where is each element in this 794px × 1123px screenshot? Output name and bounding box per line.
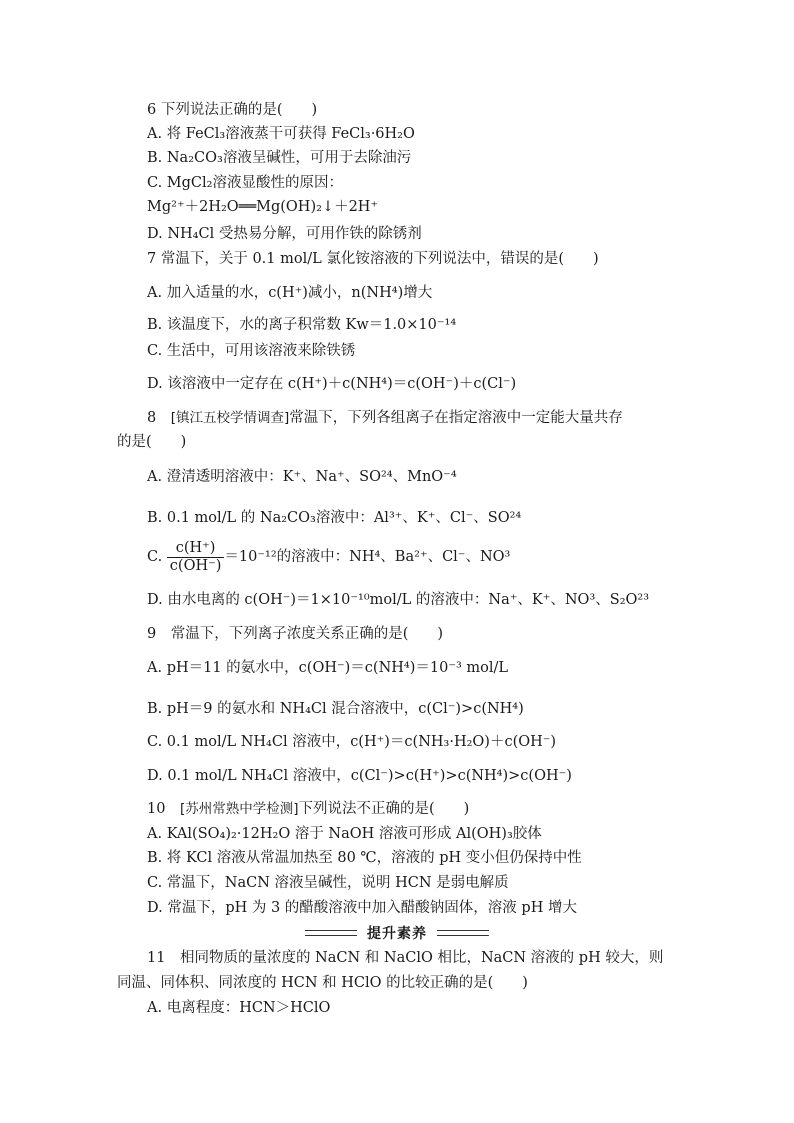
q8-option-d: D. 由水电离的 c(OH⁻)＝1×10⁻¹⁰mol/L 的溶液中：Na⁺、K⁺、NO³、S₂O²³ xyxy=(147,592,650,608)
q7-option-a: A. 加入适量的水，c(H⁺)减小，n(NH⁴)增大 xyxy=(147,285,433,301)
q6-option-a: A. 将 FeCl₃溶液蒸干可获得 FeCl₃·6H₂O xyxy=(147,126,415,142)
q9-option-d: D. 0.1 mol/L NH₄Cl 溶液中，c(Cl⁻)>c(H⁺)>c(NH⁴)>c(OH⁻) xyxy=(147,768,572,784)
q6-option-c: C. MgCl₂溶液显酸性的原因： xyxy=(147,175,343,191)
q10-stem xyxy=(147,799,469,819)
q11-stem-line2: 同温、同体积、同浓度的 HCN 和 HClO 的比较正确的是( ) xyxy=(117,975,528,991)
q8-stem-line2: 的是( ) xyxy=(117,434,187,450)
section-divider xyxy=(117,923,677,943)
q8-option-a: A. 澄清透明溶液中：K⁺、Na⁺、SO²⁴、MnO⁻⁴ xyxy=(147,469,457,485)
fraction xyxy=(167,540,225,575)
q8-option-c-label: C. xyxy=(147,549,163,565)
divider-line-left xyxy=(305,930,357,936)
q6-option-b: B. Na₂CO₃溶液呈碱性，可用于去除油污 xyxy=(147,150,412,166)
q11-stem-line1: 11 相同物质的量浓度的 NaCN 和 NaClO 相比，NaCN 溶液的 pH 较大，则 xyxy=(147,950,664,966)
q10-option-d: D. 常温下，pH 为 3 的醋酸溶液中加入醋酸钠固体，溶液 pH 增大 xyxy=(147,900,577,916)
q9-stem: 9 常温下，下列离子浓度关系正确的是( ) xyxy=(147,626,444,642)
q8-stem-text: 常温下，下列各组离子在指定溶液中一定能大量共存 xyxy=(289,410,623,426)
q7-stem: 7 常温下，关于 0.1 mol/L 氯化铵溶液的下列说法中，错误的是( ) xyxy=(147,251,599,267)
fraction-numerator: c(H⁺) xyxy=(167,540,225,558)
q10-number: 10 xyxy=(147,801,180,817)
q9-option-c: C. 0.1 mol/L NH₄Cl 溶液中，c(H⁺)＝c(NH₃·H₂O)＋c(OH⁻) xyxy=(147,734,557,750)
q6-option-c-equation: Mg²⁺＋2H₂O══Mg(OH)₂↓＋2H⁺ xyxy=(147,199,379,215)
q6-stem: 6 下列说法正确的是( ) xyxy=(147,102,318,118)
q8-option-b: B. 0.1 mol/L 的 Na₂CO₃溶液中：Al³⁺、K⁺、Cl⁻、SO²⁴ xyxy=(147,510,522,526)
q9-option-b: B. pH＝9 的氨水和 NH₄Cl 混合溶液中，c(Cl⁻)>c(NH⁴) xyxy=(147,701,524,717)
q7-option-c: C. 生活中，可用该溶液来除铁锈 xyxy=(147,343,356,359)
section-title: 提升素养 xyxy=(367,926,427,942)
q10-source-tag: [苏州常熟中学检测] xyxy=(179,801,299,817)
q9-option-a: A. pH＝11 的氨水中，c(OH⁻)＝c(NH⁴)＝10⁻³ mol/L xyxy=(147,660,509,676)
q10-option-a: A. KAl(SO₄)₂·12H₂O 溶于 NaOH 溶液可形成 Al(OH)₃胶体 xyxy=(147,826,542,842)
q8-stem-line1 xyxy=(147,408,623,428)
fraction-denominator: c(OH⁻) xyxy=(169,557,222,574)
q7-option-b: B. 该温度下，水的离子积常数 Kw＝1.0×10⁻¹⁴ xyxy=(147,317,457,333)
q10-option-b: B. 将 KCl 溶液从常温加热至 80 ℃，溶液的 pH 变小但仍保持中性 xyxy=(147,850,582,866)
divider-line-right xyxy=(437,930,489,936)
q8-option-c xyxy=(147,538,510,576)
q8-source-tag: [镇江五校学情调查] xyxy=(170,410,290,426)
q7-option-d: D. 该溶液中一定存在 c(H⁺)＋c(NH⁴)＝c(OH⁻)＋c(Cl⁻) xyxy=(147,376,517,392)
q6-option-d: D. NH₄Cl 受热易分解，可用作铁的除锈剂 xyxy=(147,226,422,242)
q8-number: 8 xyxy=(147,410,171,426)
q10-stem-text: 下列说法不正确的是( ) xyxy=(298,801,470,817)
q8-option-c-rest: ＝10⁻¹²的溶液中：NH⁴、Ba²⁺、Cl⁻、NO³ xyxy=(224,549,511,565)
q11-option-a: A. 电离程度：HCN＞HClO xyxy=(147,1000,331,1016)
q10-option-c: C. 常温下，NaCN 溶液呈碱性，说明 HCN 是弱电解质 xyxy=(147,875,509,891)
